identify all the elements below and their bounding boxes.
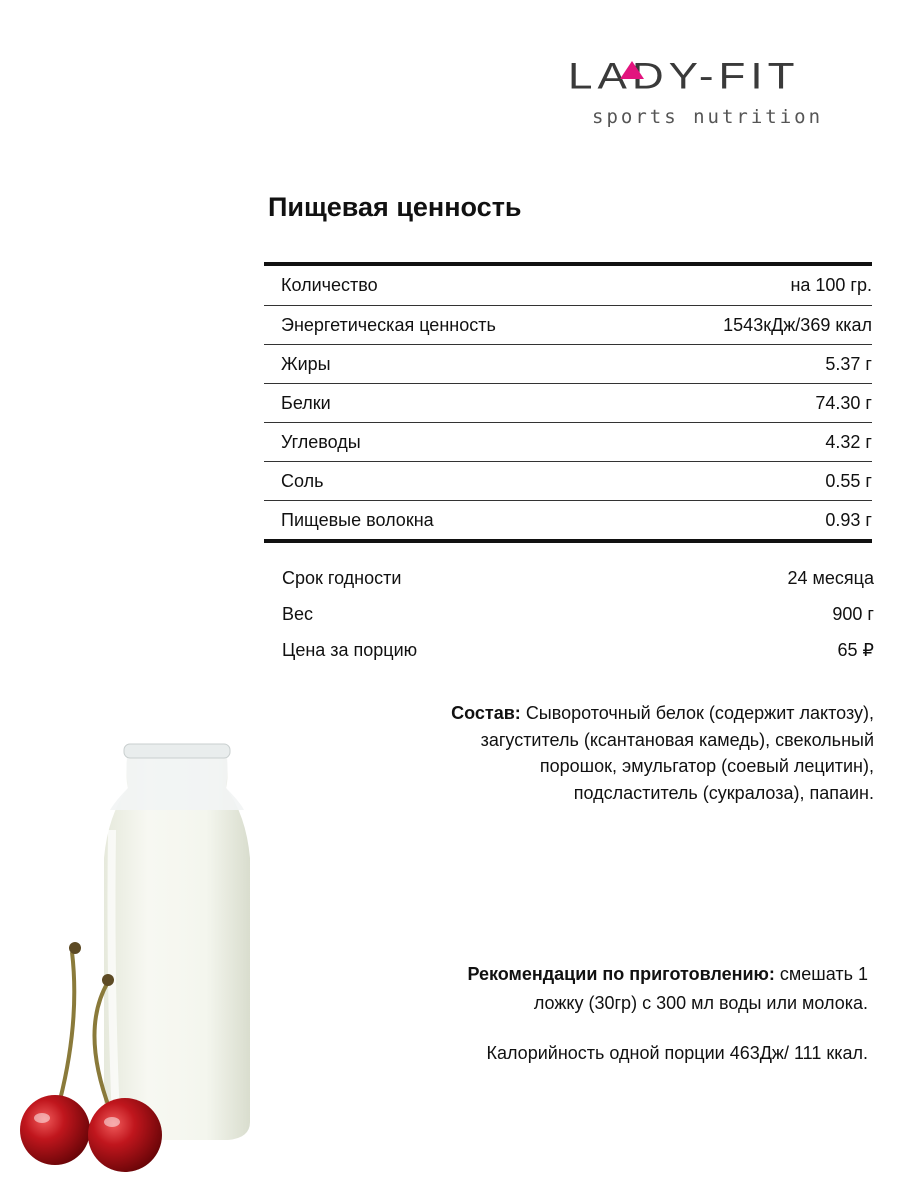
preparation-recommendation [408,960,868,1018]
row-label: Соль [281,470,324,491]
row-value: на 100 гр. [790,275,872,295]
row-value: 74.30 г [815,392,872,413]
composition-label: Состав: [451,703,521,723]
row-value: 5.37 г [825,353,872,374]
detail-label: Вес [282,603,314,624]
detail-label: Срок годности [282,567,402,588]
detail-row [282,632,874,668]
row-label: Углеводы [281,431,361,452]
table-row [264,461,872,500]
row-label: Пищевые волокна [281,509,434,530]
detail-label: Цена за порцию [282,639,418,660]
table-row [264,500,872,539]
recommendation-text: ложку (30гр) с 300 мл воды или молока. [533,993,868,1013]
detail-value: 65 ₽ [837,639,874,660]
product-details [282,560,874,668]
logo-accent-triangle [620,61,644,79]
milk-bottle-cherries-image [0,730,270,1180]
table-row [264,305,872,344]
row-value: 1543кДж/369 ккал [723,314,872,335]
composition-line: Сывороточный белок (содержит лактозу), [525,703,874,723]
row-value: 0.55 г [825,470,872,491]
row-label: Количество [281,275,378,295]
row-value: 4.32 г [825,431,872,452]
recommendation-text: смешать 1 [779,964,868,984]
composition-line: загуститель (ксантановая камедь), свекольный [480,729,874,750]
table-row [264,422,872,461]
calorie-note: Калорийность одной порции 463Дж/ 111 ккал. [486,1043,868,1063]
row-label: Белки [281,392,331,413]
table-row [264,383,872,422]
table-row [264,266,872,305]
detail-row [282,596,874,632]
brand-tagline: sports nutrition [592,106,824,128]
nutrition-title: Пищевая ценность [268,192,522,222]
brand-name: LADY-FIT [568,55,800,98]
composition-line: порошок, эмульгатор (соевый лецитин), [539,756,874,776]
detail-value: 900 г [832,603,874,624]
detail-value: 24 месяца [787,567,874,588]
recommendation-label: Рекомендации по приготовлению: [467,964,775,984]
row-value: 0.93 г [825,509,872,530]
composition-text [394,700,874,806]
composition-line: подсластитель (сукралоза), папаин. [573,782,874,803]
brand-logo [568,55,868,138]
row-label: Жиры [281,353,331,374]
milk-bottle [104,744,250,1140]
detail-row [282,560,874,596]
nutrition-table [264,262,872,543]
row-label: Энергетическая ценность [281,314,496,335]
table-row [264,344,872,383]
